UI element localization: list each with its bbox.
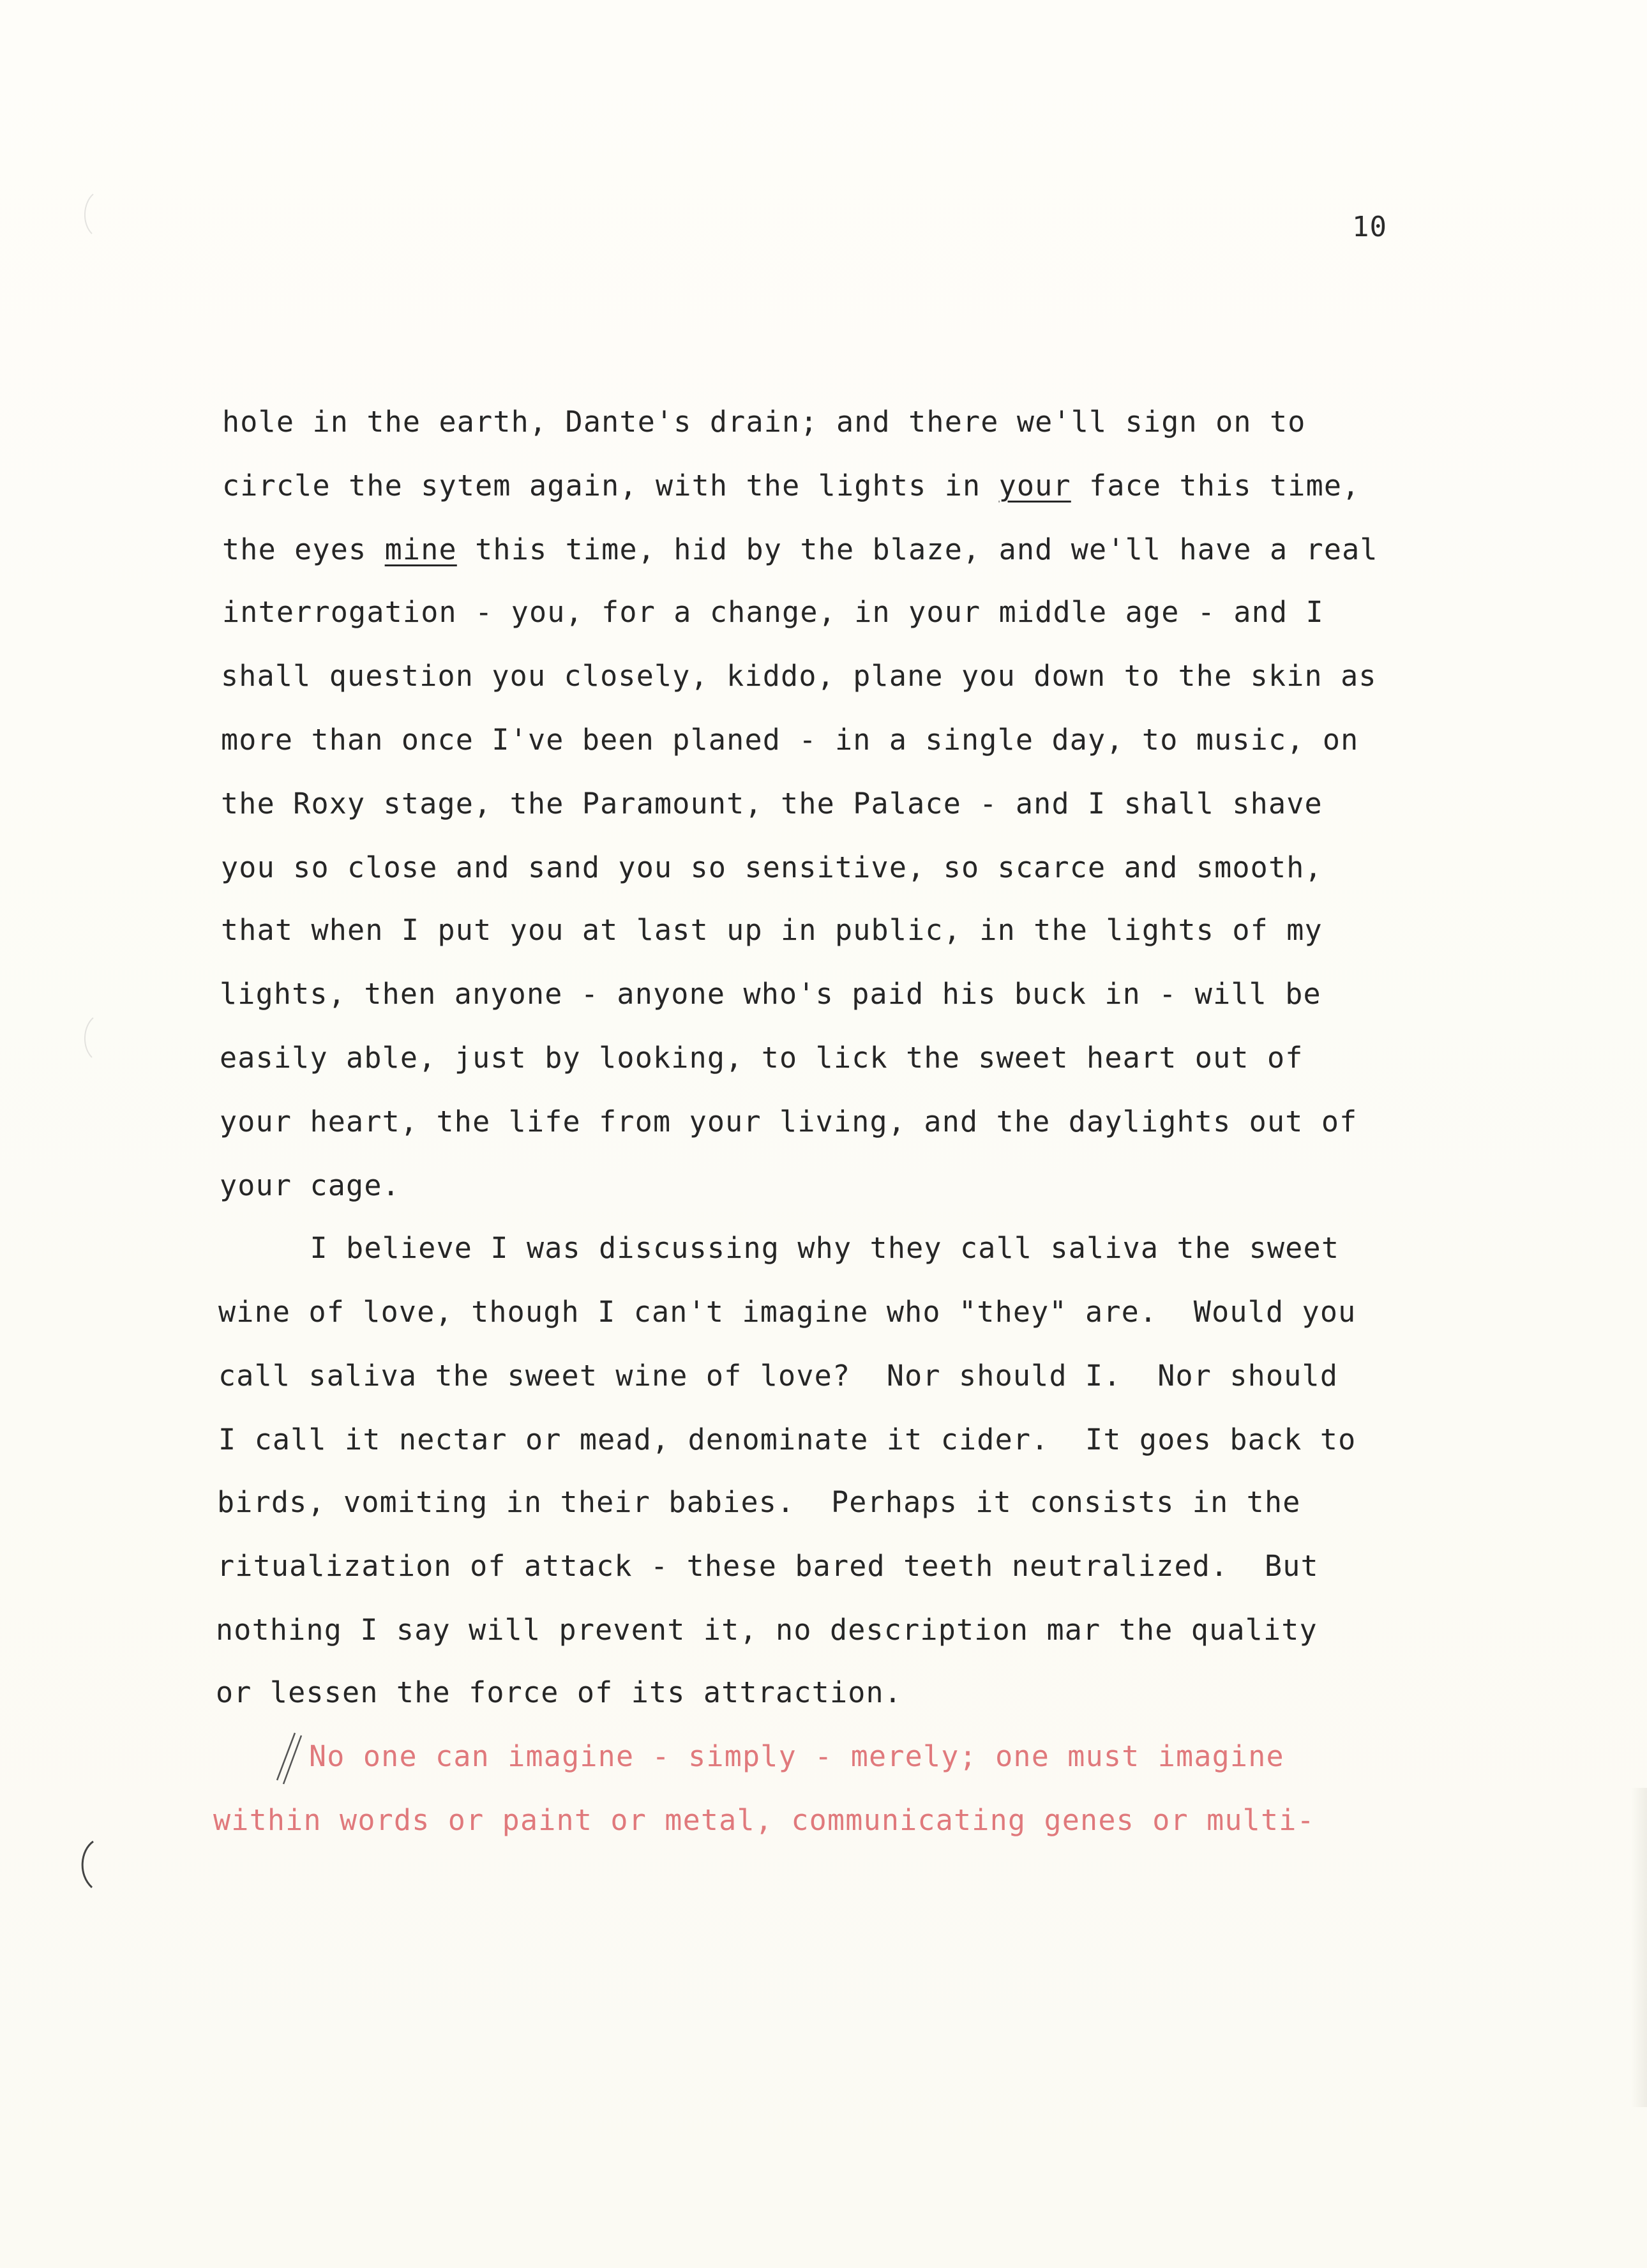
text-line: that when I put you at last up in public, in the lights of my: [221, 913, 1323, 947]
underlined-word: mine: [384, 533, 457, 566]
text-line: the Roxy stage, the Paramount, the Palace - and I shall shave: [221, 787, 1323, 820]
text-line: wine of love, though I can't imagine who "they" are. Would you: [218, 1295, 1357, 1329]
text-line: or lessen the force of its attraction.: [216, 1675, 903, 1709]
text-line: your cage.: [220, 1168, 400, 1202]
text-line: you so close and sand you so sensitive, so scarce and smooth,: [221, 850, 1323, 884]
text-fragment: circle the sy: [222, 469, 457, 503]
text-line: I believe I was discussing why they call saliva the sweet: [220, 1231, 1340, 1265]
text-line: [222, 533, 1378, 566]
text-line: nothing I say will prevent it, no description mar the quality: [216, 1613, 1318, 1647]
text-line: [222, 469, 1360, 503]
text-line: interrogation - you, for a change, in your middle age - and I: [222, 595, 1324, 629]
paragraph-mark-icon: [272, 1730, 304, 1788]
text-fragment: tem again, with the lights in: [456, 469, 999, 503]
page-number: 10: [1352, 211, 1387, 243]
text-line: call saliva the sweet wine of love? Nor should I. Nor should: [218, 1359, 1339, 1393]
text-line: your heart, the life from your living, and the daylights out of: [220, 1105, 1358, 1138]
faint-punch-mark-icon: [77, 192, 96, 236]
punch-hole-mark-icon: [71, 1839, 97, 1890]
red-text-line: within words or paint or metal, communicating genes or multi-: [213, 1803, 1315, 1837]
faint-punch-mark-icon: [77, 1015, 96, 1060]
text-line: ritualization of attack - these bared teeth neutralized. But: [217, 1549, 1319, 1583]
text-line: hole in the earth, Dante's drain; and there we'll sign on to: [222, 405, 1306, 439]
text-fragment: the eyes: [222, 533, 385, 566]
text-line: shall question you closely, kiddo, plane you down to the skin as: [221, 659, 1377, 693]
text-line: lights, then anyone - anyone who's paid his buck in - will be: [220, 977, 1321, 1011]
underlined-word: your: [998, 469, 1071, 503]
paper-edge-shadow: [1631, 1788, 1647, 2107]
text-fragment: face this time,: [1071, 469, 1360, 503]
text-line: easily able, just by looking, to lick the sweet heart out of: [220, 1041, 1304, 1075]
text-line: more than once I've been planed - in a single day, to music, on: [221, 723, 1359, 757]
text-line: birds, vomiting in their babies. Perhaps it consists in the: [217, 1485, 1301, 1519]
red-text-line: No one can imagine - simply - merely; one must imagine: [309, 1739, 1284, 1773]
text-fragment: this time, hid by the blaze, and we'll have a real: [456, 533, 1378, 566]
text-line: I call it nectar or mead, denominate it cider. It goes back to: [218, 1423, 1357, 1456]
